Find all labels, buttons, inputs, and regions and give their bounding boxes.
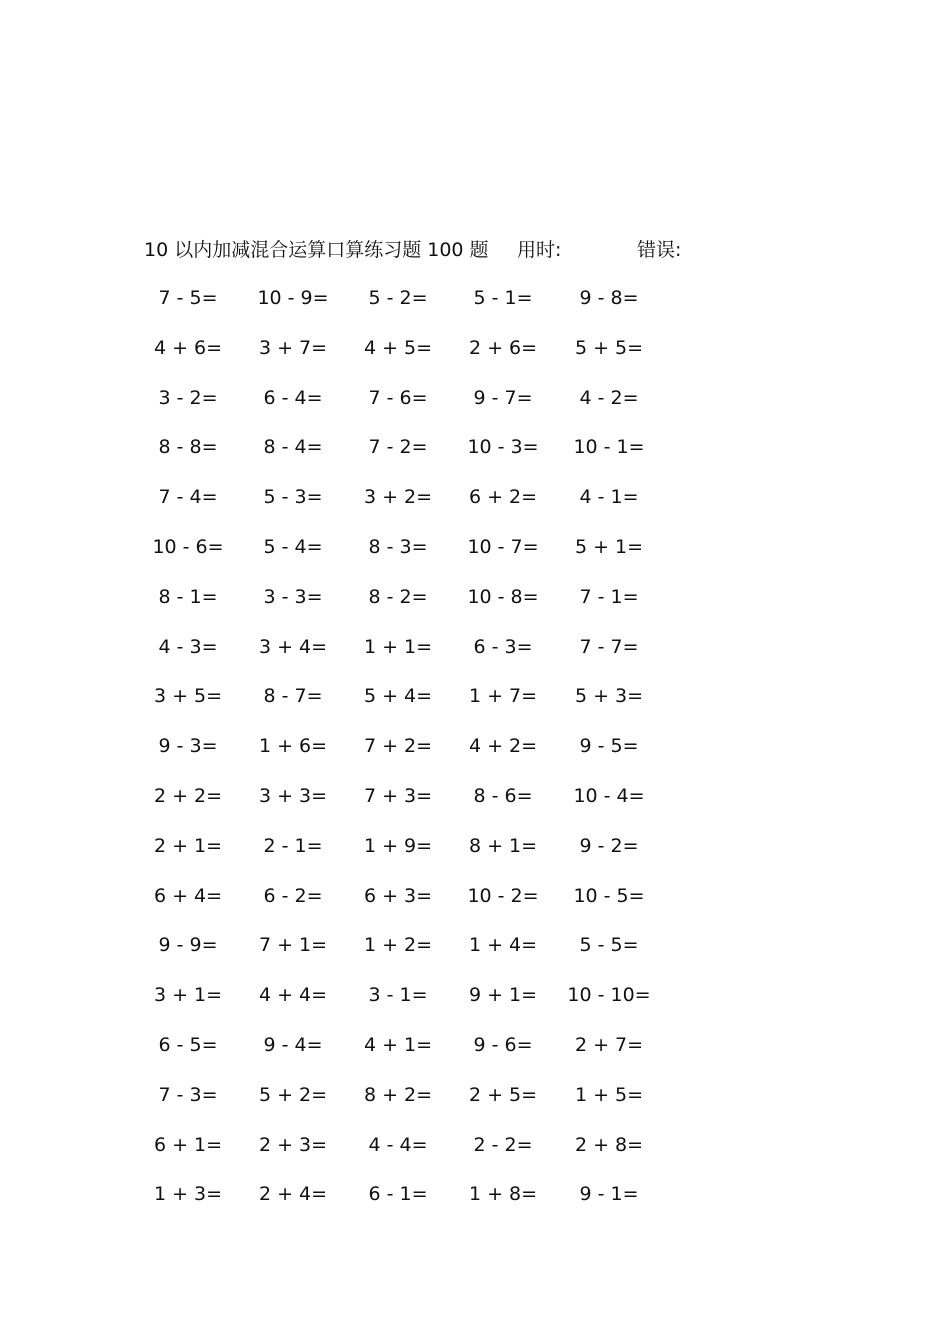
problem-row [140, 1081, 680, 1131]
problem-cell: 10 - 10= [567, 984, 651, 1007]
worksheet-title: 10 以内加减混合运算口算练习题 100 题 [144, 239, 489, 261]
problem-row [140, 832, 680, 882]
problem-cell: 1 + 7= [468, 685, 538, 708]
problem-cell: 2 + 2= [153, 784, 223, 807]
problem-cell: 8 - 7= [263, 685, 323, 708]
problem-cell: 10 - 9= [257, 287, 329, 309]
problem-cell: 1 + 8= [468, 1183, 538, 1206]
problem-cell: 3 + 2= [363, 486, 433, 509]
problem-cell: 4 - 2= [579, 386, 639, 409]
problem-cell: 5 - 5= [579, 934, 639, 957]
problem-cell: 2 + 7= [574, 1033, 644, 1056]
problem-cell: 3 - 1= [368, 984, 428, 1007]
problem-cell: 4 + 4= [258, 984, 328, 1007]
problem-cell: 9 - 2= [579, 834, 639, 857]
problem-cell: 6 + 1= [153, 1133, 223, 1156]
problem-cell: 1 + 3= [153, 1183, 223, 1206]
problem-cell: 8 - 8= [158, 436, 218, 459]
problem-cell: 10 - 4= [573, 784, 645, 807]
problem-row [140, 882, 680, 932]
problem-cell: 10 - 1= [573, 436, 645, 459]
problem-cell: 1 + 1= [363, 635, 433, 658]
problem-row [140, 732, 680, 782]
problem-cell: 2 - 1= [263, 834, 323, 857]
problem-cell: 6 - 5= [158, 1033, 218, 1056]
problem-cell: 6 - 1= [368, 1183, 428, 1206]
problem-cell: 1 + 5= [574, 1083, 644, 1106]
problem-row [140, 931, 680, 981]
problem-cell: 8 - 4= [263, 436, 323, 459]
problem-cell: 7 + 1= [258, 934, 328, 957]
problem-cell: 5 - 1= [473, 287, 533, 309]
problem-cell: 9 - 9= [158, 934, 218, 957]
problem-cell: 8 + 1= [468, 834, 538, 857]
problem-cell: 6 + 3= [363, 884, 433, 907]
problem-row [140, 334, 680, 384]
problem-cell: 5 + 4= [363, 685, 433, 708]
problem-cell: 6 + 4= [153, 884, 223, 907]
problem-cell: 9 - 4= [263, 1033, 323, 1056]
problem-cell: 3 + 1= [153, 984, 223, 1007]
problem-row [140, 483, 680, 533]
problem-cell: 2 - 2= [473, 1133, 533, 1156]
problem-cell: 5 + 1= [574, 535, 644, 558]
problem-cell: 6 - 3= [473, 635, 533, 658]
problem-cell: 5 + 2= [258, 1083, 328, 1106]
problem-cell: 2 + 8= [574, 1133, 644, 1156]
problem-row [140, 533, 680, 583]
problem-cell: 4 - 4= [368, 1133, 428, 1156]
problem-cell: 8 - 6= [473, 784, 533, 807]
problem-row [140, 1180, 680, 1230]
problem-cell: 7 - 5= [158, 287, 218, 309]
problem-cell: 9 - 6= [473, 1033, 533, 1056]
problem-cell: 9 - 8= [579, 287, 639, 309]
problem-cell: 6 + 2= [468, 486, 538, 509]
problem-cell: 7 - 7= [579, 635, 639, 658]
problem-cell: 3 - 3= [263, 585, 323, 608]
problem-row [140, 384, 680, 434]
errors-label: 错误: [637, 239, 682, 261]
problem-row [140, 1131, 680, 1181]
problem-cell: 3 + 4= [258, 635, 328, 658]
problem-cell: 8 - 3= [368, 535, 428, 558]
problem-cell: 7 - 4= [158, 486, 218, 509]
problem-cell: 10 - 8= [467, 585, 539, 608]
problem-cell: 9 - 5= [579, 735, 639, 758]
problem-row [140, 1031, 680, 1081]
problem-cell: 2 + 5= [468, 1083, 538, 1106]
problem-row [140, 583, 680, 633]
problem-cell: 3 + 3= [258, 784, 328, 807]
problem-cell: 4 + 2= [468, 735, 538, 758]
problem-cell: 7 + 2= [363, 735, 433, 758]
problem-cell: 5 + 3= [574, 685, 644, 708]
problem-cell: 9 - 1= [579, 1183, 639, 1206]
problem-row [140, 433, 680, 483]
problem-cell: 10 - 2= [467, 884, 539, 907]
time-used-label: 用时: [517, 239, 562, 261]
problem-cell: 3 + 5= [153, 685, 223, 708]
problem-cell: 7 - 3= [158, 1083, 218, 1106]
problem-cell: 1 + 4= [468, 934, 538, 957]
problem-cell: 10 - 3= [467, 436, 539, 459]
problem-cell: 7 + 3= [363, 784, 433, 807]
problem-cell: 9 - 3= [158, 735, 218, 758]
problem-cell: 6 - 2= [263, 884, 323, 907]
problem-cell: 5 - 4= [263, 535, 323, 558]
worksheet-header [144, 236, 682, 264]
problem-cell: 8 - 2= [368, 585, 428, 608]
problem-cell: 9 + 1= [468, 984, 538, 1007]
problem-cell: 2 + 4= [258, 1183, 328, 1206]
problem-row [140, 682, 680, 732]
problem-row [140, 782, 680, 832]
problem-row [140, 981, 680, 1031]
problem-cell: 7 - 2= [368, 436, 428, 459]
problem-grid [140, 284, 680, 1230]
problem-cell: 3 + 7= [258, 336, 328, 359]
problem-cell: 2 + 6= [468, 336, 538, 359]
problem-cell: 1 + 6= [258, 735, 328, 758]
problem-cell: 10 - 7= [467, 535, 539, 558]
problem-cell: 4 - 1= [579, 486, 639, 509]
problem-cell: 1 + 9= [363, 834, 433, 857]
problem-cell: 4 + 6= [153, 336, 223, 359]
problem-cell: 10 - 5= [573, 884, 645, 907]
problem-cell: 2 + 1= [153, 834, 223, 857]
problem-cell: 1 + 2= [363, 934, 433, 957]
problem-cell: 10 - 6= [152, 535, 224, 558]
problem-cell: 4 - 3= [158, 635, 218, 658]
problem-cell: 5 + 5= [574, 336, 644, 359]
problem-cell: 6 - 4= [263, 386, 323, 409]
problem-cell: 5 - 3= [263, 486, 323, 509]
problem-cell: 8 - 1= [158, 585, 218, 608]
problem-cell: 3 - 2= [158, 386, 218, 409]
problem-cell: 8 + 2= [363, 1083, 433, 1106]
problem-cell: 5 - 2= [368, 287, 428, 309]
problem-row [140, 633, 680, 683]
problem-cell: 9 - 7= [473, 386, 533, 409]
problem-row [140, 284, 680, 334]
problem-cell: 7 - 6= [368, 386, 428, 409]
problem-cell: 7 - 1= [579, 585, 639, 608]
problem-cell: 2 + 3= [258, 1133, 328, 1156]
problem-cell: 4 + 5= [363, 336, 433, 359]
problem-cell: 4 + 1= [363, 1033, 433, 1056]
